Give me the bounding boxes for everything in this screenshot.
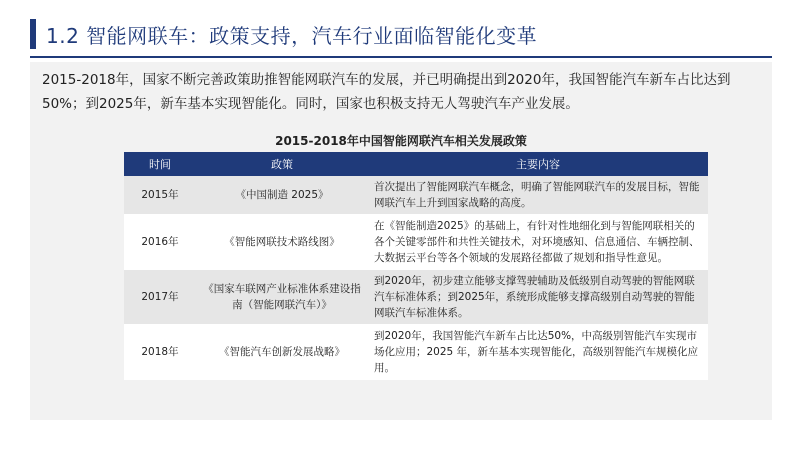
table-row [124,176,708,215]
cell-year: 2018年 [124,325,196,380]
cell-year: 2015年 [124,176,196,215]
intro-paragraph: 2015-2018年，国家不断完善政策助推智能网联汽车的发展，并已明确提出到2020年，我国智能汽车新车占比达到50%；到2025年，新车基本实现智能化。同时，国家也积极支持无人驾驶汽车产业发展。 [42,72,731,112]
cell-content: 首次提出了智能网联汽车概念，明确了智能网联汽车的发展目标，智能网联汽车上升到国家战略的高度。 [368,176,708,215]
page-title: 1.2 智能网联车：政策支持，汽车行业面临智能化变革 [46,23,538,48]
title-accent-bar [30,19,36,49]
table-caption: 2015-2018年中国智能网联汽车相关发展政策 [275,134,527,148]
table-header-row [124,152,708,176]
cell-year: 2017年 [124,270,196,325]
table-row [124,215,708,270]
header-year: 时间 [124,152,196,176]
cell-content: 在《智能制造2025》的基础上，有针对性地细化到与智能网联相关的各个关键零部件和共性关键技术，对环境感知、信息通信、车辆控制、大数据云平台等各个领域的发展路径都做了规划和指导性意见。 [368,215,708,270]
title-bar [30,18,537,50]
policy-table [124,152,708,380]
cell-content: 到2020年，初步建立能够支撑驾驶辅助及低级别自动驾驶的智能网联汽车标准体系；到2025年，系统形成能够支撑高级别自动驾驶的智能网联汽车标准体系。 [368,270,708,325]
cell-policy: 《国家车联网产业标准体系建设指南（智能网联汽车）》 [196,270,368,325]
header-content: 主要内容 [368,152,708,176]
cell-policy: 《智能网联技术路线图》 [196,215,368,270]
cell-year: 2016年 [124,215,196,270]
content-panel [30,62,772,420]
cell-content: 到2020年，我国智能汽车新车占比达50%，中高级别智能汽车实现市场化应用；2025 年，新车基本实现智能化，高级别智能汽车规模化应用。 [368,325,708,380]
title-underline [30,56,772,58]
cell-policy: 《中国制造 2025》 [196,176,368,215]
table-row [124,270,708,325]
cell-policy: 《智能汽车创新发展战略》 [196,325,368,380]
header-policy: 政策 [196,152,368,176]
table-row [124,325,708,380]
